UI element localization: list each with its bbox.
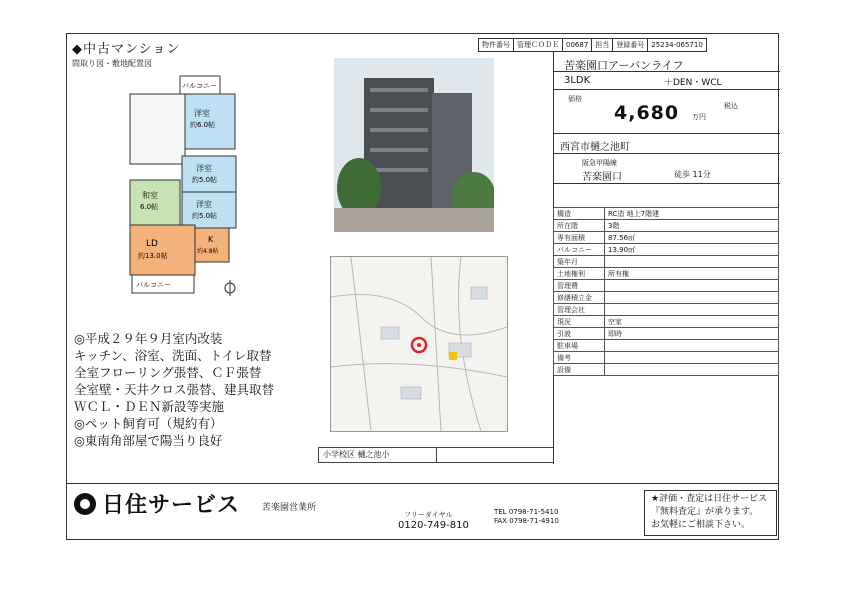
kitchen-name: K (208, 235, 214, 244)
spec-value (605, 292, 779, 304)
wet-area (130, 94, 185, 164)
spec-value: 13.90㎡ (605, 244, 779, 256)
spec-value: 87.56㎡ (605, 232, 779, 244)
name-row (554, 52, 780, 72)
code-cell: 管理ＣＯＤＥ (514, 38, 563, 52)
elementary-school: 小学校区 樋之池小 (319, 448, 437, 462)
spec-key: 築年月 (554, 256, 605, 268)
rail-line: 阪急甲陽線 (582, 159, 617, 167)
spec-key: 管理費 (554, 280, 605, 292)
spec-row (554, 220, 779, 232)
selling-point: ◎東南角部屋で陽当り良好 (74, 433, 223, 448)
footer-divider (66, 483, 779, 484)
spec-value: 3階 (605, 220, 779, 232)
property-name: 苦楽園口アーバンライフ (564, 59, 684, 72)
spec-row (554, 256, 779, 268)
balcony-bottom-label: バルコニー (136, 281, 171, 289)
spec-key: 現況 (554, 316, 605, 328)
selling-points (74, 330, 312, 449)
spec-value (605, 352, 779, 364)
ld-name: LD (146, 239, 158, 249)
branch-name: 苦楽園営業所 (262, 503, 317, 513)
kitchen-size: 約4.8帖 (197, 248, 219, 255)
freedial-number[interactable]: 0120-749-810 (398, 520, 469, 531)
price-label: 価格 (568, 95, 582, 103)
bedroom-3-size: 約5.0帖 (192, 212, 218, 220)
bedroom-1-size: 約6.0帖 (190, 121, 216, 129)
address-row (554, 134, 780, 154)
spec-key: 専有面積 (554, 232, 605, 244)
ld-size: 約13.0帖 (138, 252, 168, 260)
spec-value (605, 364, 779, 376)
transport-row (554, 154, 780, 184)
spec-row (554, 340, 779, 352)
spec-row (554, 280, 779, 292)
selling-point: 全室フローリング張替、ＣＦ張替 (74, 365, 262, 380)
spec-row (554, 352, 779, 364)
selling-point: キッチン、浴室、洗面、トイレ取替 (74, 348, 272, 363)
station-icon (449, 352, 457, 360)
bedroom-2-name: 洋室 (196, 164, 212, 173)
layout-row (554, 72, 780, 90)
code-cell: 物件番号 (478, 38, 514, 52)
walk-time: 徒歩 11分 (674, 170, 711, 179)
layout: 3LDK (564, 75, 591, 86)
price-unit: 万円 (692, 113, 706, 121)
bedroom-2 (182, 156, 236, 192)
spec-row (554, 364, 779, 376)
spec-value (605, 280, 779, 292)
spec-value: 空家 (605, 316, 779, 328)
spec-key: 所在階 (554, 220, 605, 232)
bedroom-2-size: 約5.0帖 (192, 176, 218, 184)
junior-high-school (437, 448, 554, 462)
spec-key: 備考 (554, 352, 605, 364)
spec-value (605, 256, 779, 268)
code-cell: 25234-065710 (648, 38, 707, 52)
tax-note: 税込 (724, 102, 738, 110)
tel[interactable]: TEL 0798-71-5410 (494, 508, 559, 516)
spec-key: 土地権利 (554, 268, 605, 280)
appraisal-message (644, 490, 777, 536)
code-cell: 登録番号 (613, 38, 648, 52)
bedroom-3 (182, 192, 236, 228)
bedroom-1-name: 洋室 (194, 109, 210, 118)
station: 苦楽園口 (582, 172, 622, 183)
fax: FAX 0798-71-4910 (494, 517, 559, 525)
spec-row (554, 316, 779, 328)
building-photo (334, 58, 494, 232)
selling-point: ◎平成２９年９月室内改装 (74, 331, 223, 346)
spec-value (605, 304, 779, 316)
spec-key: 構造 (554, 208, 605, 220)
category-heading: ◆中古マンション (72, 42, 181, 57)
code-cell: 00687 (563, 38, 592, 52)
spec-row (554, 292, 779, 304)
layout-extra: ＋DEN・WCL (664, 78, 722, 88)
company-name: 日住サービス (102, 493, 241, 518)
logo-mark-icon (74, 493, 96, 515)
spec-value: RC造 地上7階建 (605, 208, 779, 220)
code-strip (478, 38, 778, 52)
selling-point: ◎ペット飼育可（規約有） (74, 416, 223, 431)
school-district-row (318, 447, 554, 463)
company-logo (74, 488, 240, 519)
floorplan (120, 70, 240, 300)
contact-info (494, 508, 559, 526)
address: 西宮市樋之池町 (560, 142, 630, 153)
spec-row (554, 232, 779, 244)
spec-key: 修繕積立金 (554, 292, 605, 304)
price: 4,680 (614, 102, 680, 124)
selling-point: 全室壁・天井クロス張替、建具取替 (74, 382, 275, 397)
balcony-top-label: バルコニー (182, 82, 217, 90)
spec-table (553, 207, 779, 376)
spec-key: 設備 (554, 364, 605, 376)
spec-row (554, 208, 779, 220)
spec-row (554, 328, 779, 340)
bedroom-3-name: 洋室 (196, 200, 212, 209)
living-dining (130, 225, 195, 275)
spec-row (554, 244, 779, 256)
kitchen (195, 228, 229, 262)
spec-row (554, 304, 779, 316)
location-map (330, 256, 508, 432)
spec-value: 即時 (605, 328, 779, 340)
spec-value: 所有権 (605, 268, 779, 280)
spec-key: バルコニー (554, 244, 605, 256)
selling-point: ＷＣＬ・ＤＥＮ新設等実施 (74, 399, 225, 414)
message-line: お気軽にご相談下さい。 (651, 520, 751, 530)
price-row (554, 90, 780, 134)
spec-value (605, 340, 779, 352)
japanese-room-size: 6.0帖 (140, 203, 159, 211)
message-line: 『無料査定』が承ります。 (651, 507, 759, 517)
spec-key: 引渡 (554, 328, 605, 340)
floorplan-caption: 間取り図・敷地配置図 (72, 59, 152, 68)
code-cell: 担当 (592, 38, 613, 52)
spec-key: 駐車場 (554, 340, 605, 352)
freedial-label: フリーダイヤル (404, 511, 453, 519)
spec-row (554, 268, 779, 280)
spec-key: 管理会社 (554, 304, 605, 316)
japanese-room-name: 和室 (142, 191, 158, 200)
message-line: ★評価・査定は日住サービス (651, 494, 768, 504)
